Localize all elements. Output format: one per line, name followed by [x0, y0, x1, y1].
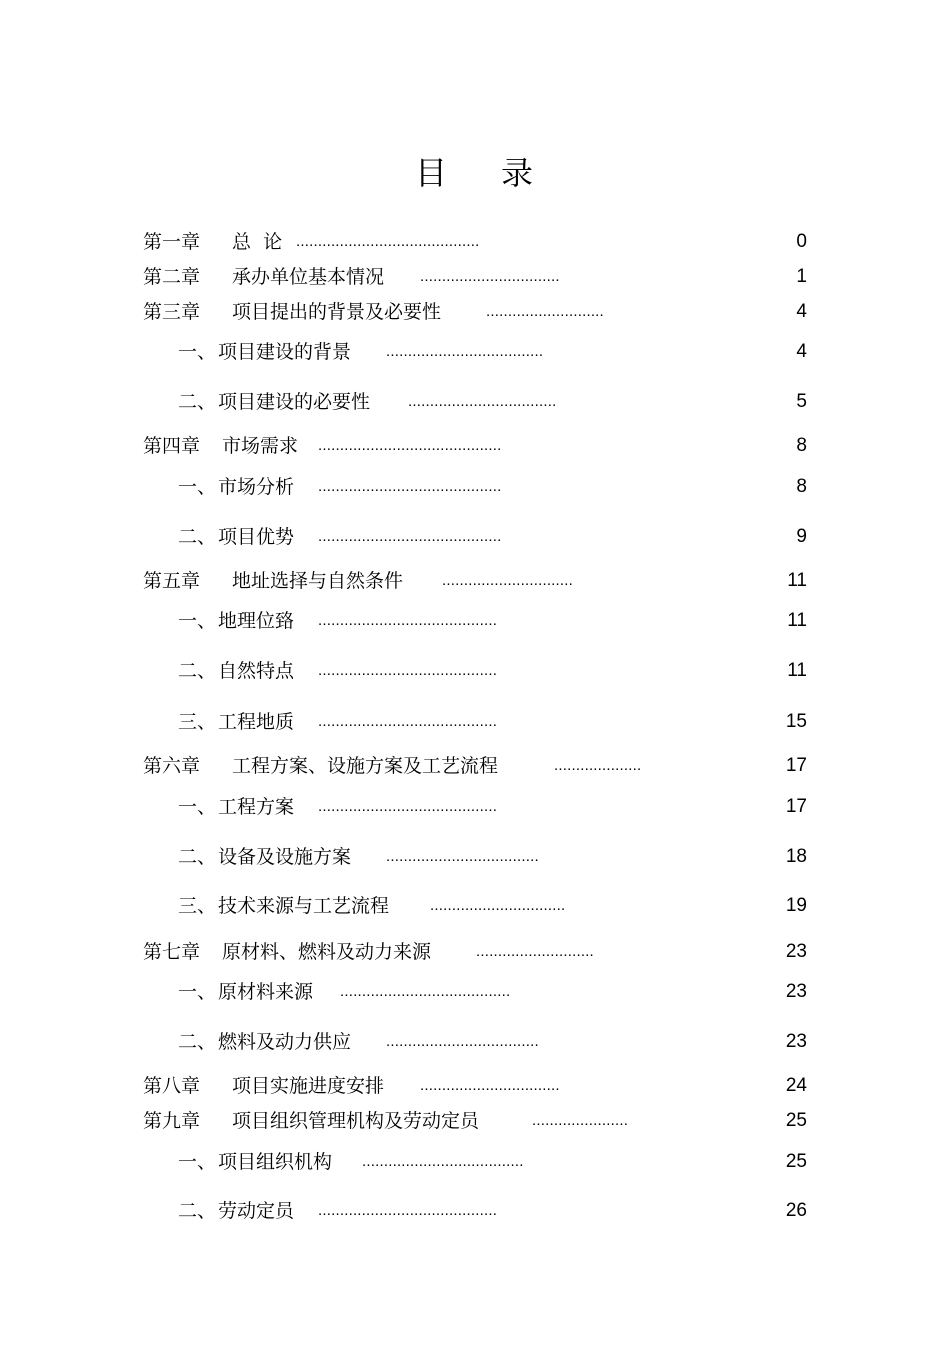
title-char-2: 录: [501, 154, 536, 192]
toc-entry-title: 自然特点: [218, 660, 295, 682]
toc-dot-leader: ..........................................: [318, 528, 502, 545]
toc-entry-prefix: 二、: [178, 846, 217, 868]
toc-entry-prefix: 二、: [178, 660, 217, 682]
toc-entry-prefix: 二、: [178, 1031, 217, 1053]
toc-entry-title: 燃料及动力供应: [218, 1031, 352, 1053]
toc-page-number: 5: [796, 391, 807, 412]
toc-dot-leader: ...........................: [476, 943, 594, 960]
toc-page-number: 18: [785, 846, 807, 867]
toc-entry-prefix: 一、: [178, 796, 217, 818]
toc-entry: [0, 1028, 950, 1056]
toc-dot-leader: ...................................: [386, 1033, 539, 1050]
toc-entry-title: 原材料、燃料及动力来源: [222, 941, 432, 963]
toc-page-number: 4: [796, 301, 807, 322]
toc-entry-prefix: 一、: [178, 476, 217, 498]
toc-entry-prefix: 二、: [178, 526, 217, 548]
toc-dot-leader: ..........................................: [318, 478, 502, 495]
title-char-1: 目: [414, 154, 449, 192]
toc-dot-leader: .........................................: [318, 798, 498, 815]
toc-entry-prefix: 第六章: [143, 755, 201, 777]
toc-entry: [0, 523, 950, 551]
toc-entry-prefix: 三、: [178, 711, 217, 733]
toc-dot-leader: .........................................: [318, 1202, 498, 1219]
toc-entry: [0, 843, 950, 871]
toc-dot-leader: ...........................: [486, 303, 604, 320]
toc-entry-prefix: 第三章: [143, 301, 201, 323]
toc-dot-leader: .........................................: [318, 713, 498, 730]
toc-entry: [0, 1148, 950, 1176]
toc-entry-prefix: 二、: [178, 1200, 217, 1222]
toc-page-number: 11: [787, 610, 807, 631]
toc-entry-title: 项目提出的背景及必要性: [232, 301, 442, 323]
toc-dot-leader: ..............................: [442, 572, 574, 589]
toc-page-number: 9: [796, 526, 807, 547]
toc-page-number: 25: [785, 1110, 807, 1131]
toc-entry-title: 总 论: [232, 231, 283, 253]
toc-dot-leader: ..........................................: [318, 437, 502, 454]
toc-page-number: 19: [785, 895, 807, 916]
toc-entry-title: 项目组织机构: [218, 1151, 333, 1173]
toc-entry: [0, 708, 950, 736]
toc-entry-prefix: 第九章: [143, 1110, 201, 1132]
toc-dot-leader: ..........................................: [296, 233, 480, 250]
toc-dot-leader: .........................................: [318, 612, 498, 629]
toc-entry-title: 市场需求: [222, 435, 299, 457]
toc-entry-prefix: 一、: [178, 610, 217, 632]
toc-page-number: 4: [796, 341, 807, 362]
toc-page-number: 17: [785, 755, 807, 776]
toc-entry: [0, 298, 950, 326]
toc-page-number: 26: [785, 1200, 807, 1221]
toc-entry: [0, 657, 950, 685]
toc-entry-prefix: 第二章: [143, 266, 201, 288]
toc-entry-title: 技术来源与工艺流程: [218, 895, 390, 917]
toc-entry-title: 原材料来源: [218, 981, 314, 1003]
toc-entry-prefix: 三、: [178, 895, 217, 917]
toc-dot-leader: ...................................: [386, 848, 539, 865]
toc-entry: [0, 978, 950, 1006]
toc-entry-prefix: 一、: [178, 1151, 217, 1173]
toc-entry: [0, 752, 950, 780]
toc-page-number: 23: [785, 1031, 807, 1052]
toc-page-number: 8: [796, 435, 807, 456]
toc-dot-leader: ....................................: [386, 343, 544, 360]
toc-page-number: 23: [785, 981, 807, 1002]
toc-dot-leader: .....................................: [362, 1153, 524, 1170]
toc-entry-title: 项目建设的背景: [218, 341, 352, 363]
toc-page-number: 11: [787, 570, 807, 591]
toc-entry-title: 项目优势: [218, 526, 295, 548]
toc-entry: [0, 1107, 950, 1135]
toc-entry: [0, 1197, 950, 1225]
toc-dot-leader: ....................: [554, 757, 642, 774]
toc-entry-title: 工程地质: [218, 711, 295, 733]
toc-entry-title: 地址选择与自然条件: [232, 570, 404, 592]
toc-entry-prefix: 二、: [178, 391, 217, 413]
toc-page-number: 0: [796, 231, 807, 252]
toc-dot-leader: ..................................: [408, 393, 557, 410]
toc-page-number: 15: [785, 711, 807, 732]
toc-entry-title: 工程方案、设施方案及工艺流程: [232, 755, 499, 777]
toc-page-number: 23: [785, 941, 807, 962]
toc-page-number: 11: [787, 660, 807, 681]
toc-entry-prefix: 第八章: [143, 1075, 201, 1097]
toc-entry-title: 工程方案: [218, 796, 295, 818]
toc-entry-title: 承办单位基本情况: [232, 266, 385, 288]
toc-entry-title: 项目实施进度安排: [232, 1075, 385, 1097]
toc-entry: [0, 473, 950, 501]
toc-entry: [0, 228, 950, 256]
toc-page-number: 17: [785, 796, 807, 817]
toc-entry: [0, 338, 950, 366]
toc-dot-leader: ................................: [420, 268, 560, 285]
toc-entry: [0, 892, 950, 920]
toc-entry-title: 项目组织管理机构及劳动定员: [232, 1110, 480, 1132]
toc-page-number: 25: [785, 1151, 807, 1172]
toc-page-number: 8: [796, 476, 807, 497]
toc-entry: [0, 388, 950, 416]
toc-entry-title: 市场分析: [218, 476, 295, 498]
toc-entry: [0, 607, 950, 635]
toc-page-number: 1: [796, 266, 807, 287]
toc-entry-prefix: 第七章: [143, 941, 201, 963]
toc-dot-leader: ......................: [532, 1112, 629, 1129]
toc-entry: [0, 1072, 950, 1100]
toc-entry-prefix: 第四章: [143, 435, 201, 457]
toc-dot-leader: .......................................: [340, 983, 511, 1000]
toc-entry-prefix: 一、: [178, 341, 217, 363]
toc-entry: [0, 567, 950, 595]
toc-entry-title: 地理位臵: [218, 610, 295, 632]
toc-entry: [0, 432, 950, 460]
toc-entry-title: 项目建设的必要性: [218, 391, 371, 413]
toc-entry-title: 劳动定员: [218, 1200, 295, 1222]
toc-entry: [0, 938, 950, 966]
toc-entry: [0, 793, 950, 821]
toc-entry-prefix: 第一章: [143, 231, 201, 253]
toc-dot-leader: ................................: [420, 1077, 560, 1094]
toc-entry-prefix: 一、: [178, 981, 217, 1003]
toc-page-number: 24: [785, 1075, 807, 1096]
toc-entry-prefix: 第五章: [143, 570, 201, 592]
toc-entry-title: 设备及设施方案: [218, 846, 352, 868]
toc-dot-leader: .........................................: [318, 662, 498, 679]
toc-entry: [0, 263, 950, 291]
toc-dot-leader: ...............................: [430, 897, 566, 914]
